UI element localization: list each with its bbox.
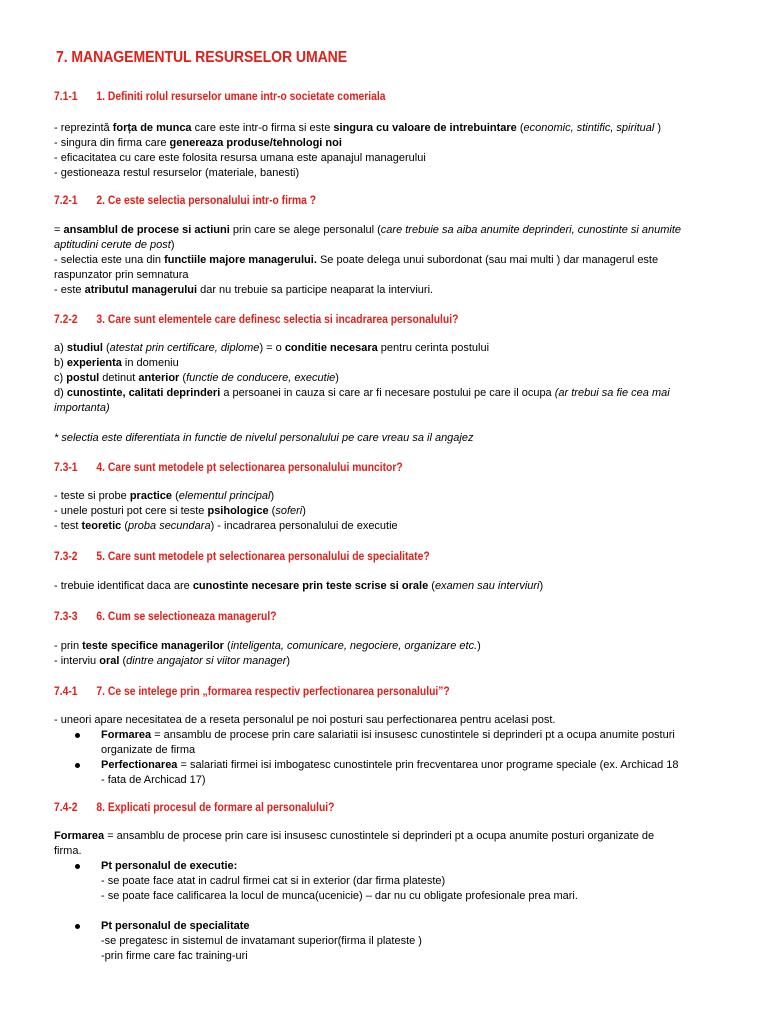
answer-line: - singura din firma care genereaza produse/tehnologi noi	[54, 137, 342, 149]
question-heading-4	[54, 460, 403, 474]
answer-block-2	[54, 223, 714, 298]
question-text: 1. Definiti rolul resurselor umane intr-o societate comeriala	[96, 89, 386, 103]
question-number: 7.1-1	[54, 89, 78, 103]
answer-block-5	[54, 579, 714, 594]
answer-block-7	[54, 713, 714, 788]
question-heading-8	[54, 800, 334, 814]
question-number: 7.4-2	[54, 800, 78, 814]
question-heading-5	[54, 549, 430, 563]
question-heading-2	[54, 193, 316, 207]
answer-line: d) cunostinte, calitati deprinderi a persoanei in cauza si care ar fi necesare postului pe care il ocupa (ar trebui sa fie cea mai	[54, 387, 670, 399]
question-text: 3. Care sunt elementele care definesc selectia si incadrarea personalului?	[96, 312, 459, 326]
sub-line: - se poate face atat in cadrul firmei cat si in exterior (dar firma plateste)	[101, 875, 446, 887]
sub-line: -se pregatesc in sistemul de invatamant superior(firma il plateste )	[101, 935, 422, 947]
answer-line: importanta)	[54, 402, 110, 414]
question-text: 4. Care sunt metodele pt selectionarea personalului muncitor?	[96, 460, 403, 474]
question-text: 8. Explicati procesul de formare al personalului?	[96, 800, 335, 814]
note-line: * selectia este diferentiata in functie de nivelul personalului pe care vreau sa il angajez	[54, 432, 474, 444]
answer-line: - gestioneaza restul resurselor (materiale, banesti)	[54, 167, 300, 179]
answer-line: - unele posturi pot cere si teste psihologice (soferi)	[54, 505, 306, 517]
page-title: 7. MANAGEMENTUL RESURSELOR UMANE	[56, 49, 348, 66]
bullet-continuation: organizate de firma	[101, 744, 196, 756]
bullet-item: Pt personalul de specialitate	[54, 919, 714, 934]
bullet-item: Pt personalul de executie:	[54, 859, 714, 874]
answer-line: - selectia este una din functiile majore managerului. Se poate delega unui subordonat (sau mai multi ) dar managerul este	[54, 254, 659, 266]
question-text: 5. Care sunt metodele pt selectionarea personalului de specialitate?	[96, 549, 430, 563]
answer-line: - uneori apare necesitatea de a reseta personalul pe noi posturi sau perfectionarea pentru acelasi post.	[54, 714, 556, 726]
question-heading-3	[54, 312, 458, 326]
question-text: 6. Cum se selectioneaza managerul?	[96, 609, 277, 623]
answer-line: firma.	[54, 845, 82, 857]
question-heading-1	[54, 89, 385, 103]
question-text: 7. Ce se intelege prin „formarea respectiv perfectionarea personalului”?	[96, 684, 450, 698]
answer-line: c) postul detinut anterior (functie de conducere, executie)	[54, 372, 339, 384]
bullet-dot-icon	[75, 924, 80, 929]
question-text: 2. Ce este selectia personalului intr-o firma ?	[96, 193, 317, 207]
answer-line: raspunzator prin semnatura	[54, 269, 189, 281]
answer-block-4	[54, 489, 714, 534]
answer-line: - este atributul managerului dar nu trebuie sa participe neaparat la interviuri.	[54, 284, 434, 296]
answer-line: - eficacitatea cu care este folosita resursa umana este apanajul managerului	[54, 152, 426, 164]
bullet-item: Formarea = ansamblu de procese prin care salariatii isi insusesc cunostintele si deprinderi pt a ocupa anumite posturi	[54, 728, 714, 743]
answer-line: aptitudini cerute de post)	[54, 239, 175, 251]
answer-line: - trebuie identificat daca are cunostinte necesare prin teste scrise si orale (examen sau interviuri)	[54, 580, 544, 592]
question-number: 7.2-1	[54, 193, 78, 207]
answer-line: a) studiul (atestat prin certificare, diplome) = o conditie necesara pentru cerinta postului	[54, 342, 490, 354]
bullet-continuation: - fata de Archicad 17)	[101, 774, 206, 786]
answer-block-6	[54, 639, 714, 669]
question-number: 7.4-1	[54, 684, 78, 698]
bullet-dot-icon	[75, 864, 80, 869]
question-heading-6	[54, 609, 277, 623]
answer-block-3	[54, 341, 714, 446]
answer-line: - reprezintă forța de munca care este intr-o firma si este singura cu valoare de intrebuintare (economic, stintific, spiritual )	[54, 122, 662, 134]
sub-line: -prin firme care fac training-uri	[101, 950, 248, 962]
question-number: 7.3-1	[54, 460, 78, 474]
answer-line: - test teoretic (proba secundara) - incadrarea personalului de executie	[54, 520, 398, 532]
answer-block-1	[54, 121, 714, 181]
answer-line: = ansamblul de procese si actiuni prin care se alege personalul (care trebuie sa aiba anumite deprinderi, cunostinte si anumite	[54, 224, 682, 236]
question-number: 7.2-2	[54, 312, 78, 326]
bullet-dot-icon	[75, 763, 80, 768]
sub-line: - se poate face calificarea la locul de munca(ucenicie) – dar nu cu obligate profesionale prea mari.	[101, 890, 578, 902]
answer-line: b) experienta in domeniu	[54, 357, 179, 369]
answer-line: - prin teste specifice managerilor (inteligenta, comunicare, negociere, organizare etc.)	[54, 640, 481, 652]
question-heading-7	[54, 684, 450, 698]
answer-line: - interviu oral (dintre angajator si viitor manager)	[54, 655, 291, 667]
question-number: 7.3-3	[54, 609, 78, 623]
bullet-item: Perfectionarea = salariati firmei isi imbogatesc cunostintele prin frecventarea unor programe speciale (ex. Archicad 18	[54, 758, 714, 773]
question-number: 7.3-2	[54, 549, 78, 563]
answer-block-8	[54, 829, 714, 964]
bullet-dot-icon	[75, 733, 80, 738]
answer-line: - teste si probe practice (elementul principal)	[54, 490, 275, 502]
answer-line: Formarea = ansamblu de procese prin care isi insusesc cunostintele si deprinderi pt a ocupa anumite posturi organizate de	[54, 830, 655, 842]
